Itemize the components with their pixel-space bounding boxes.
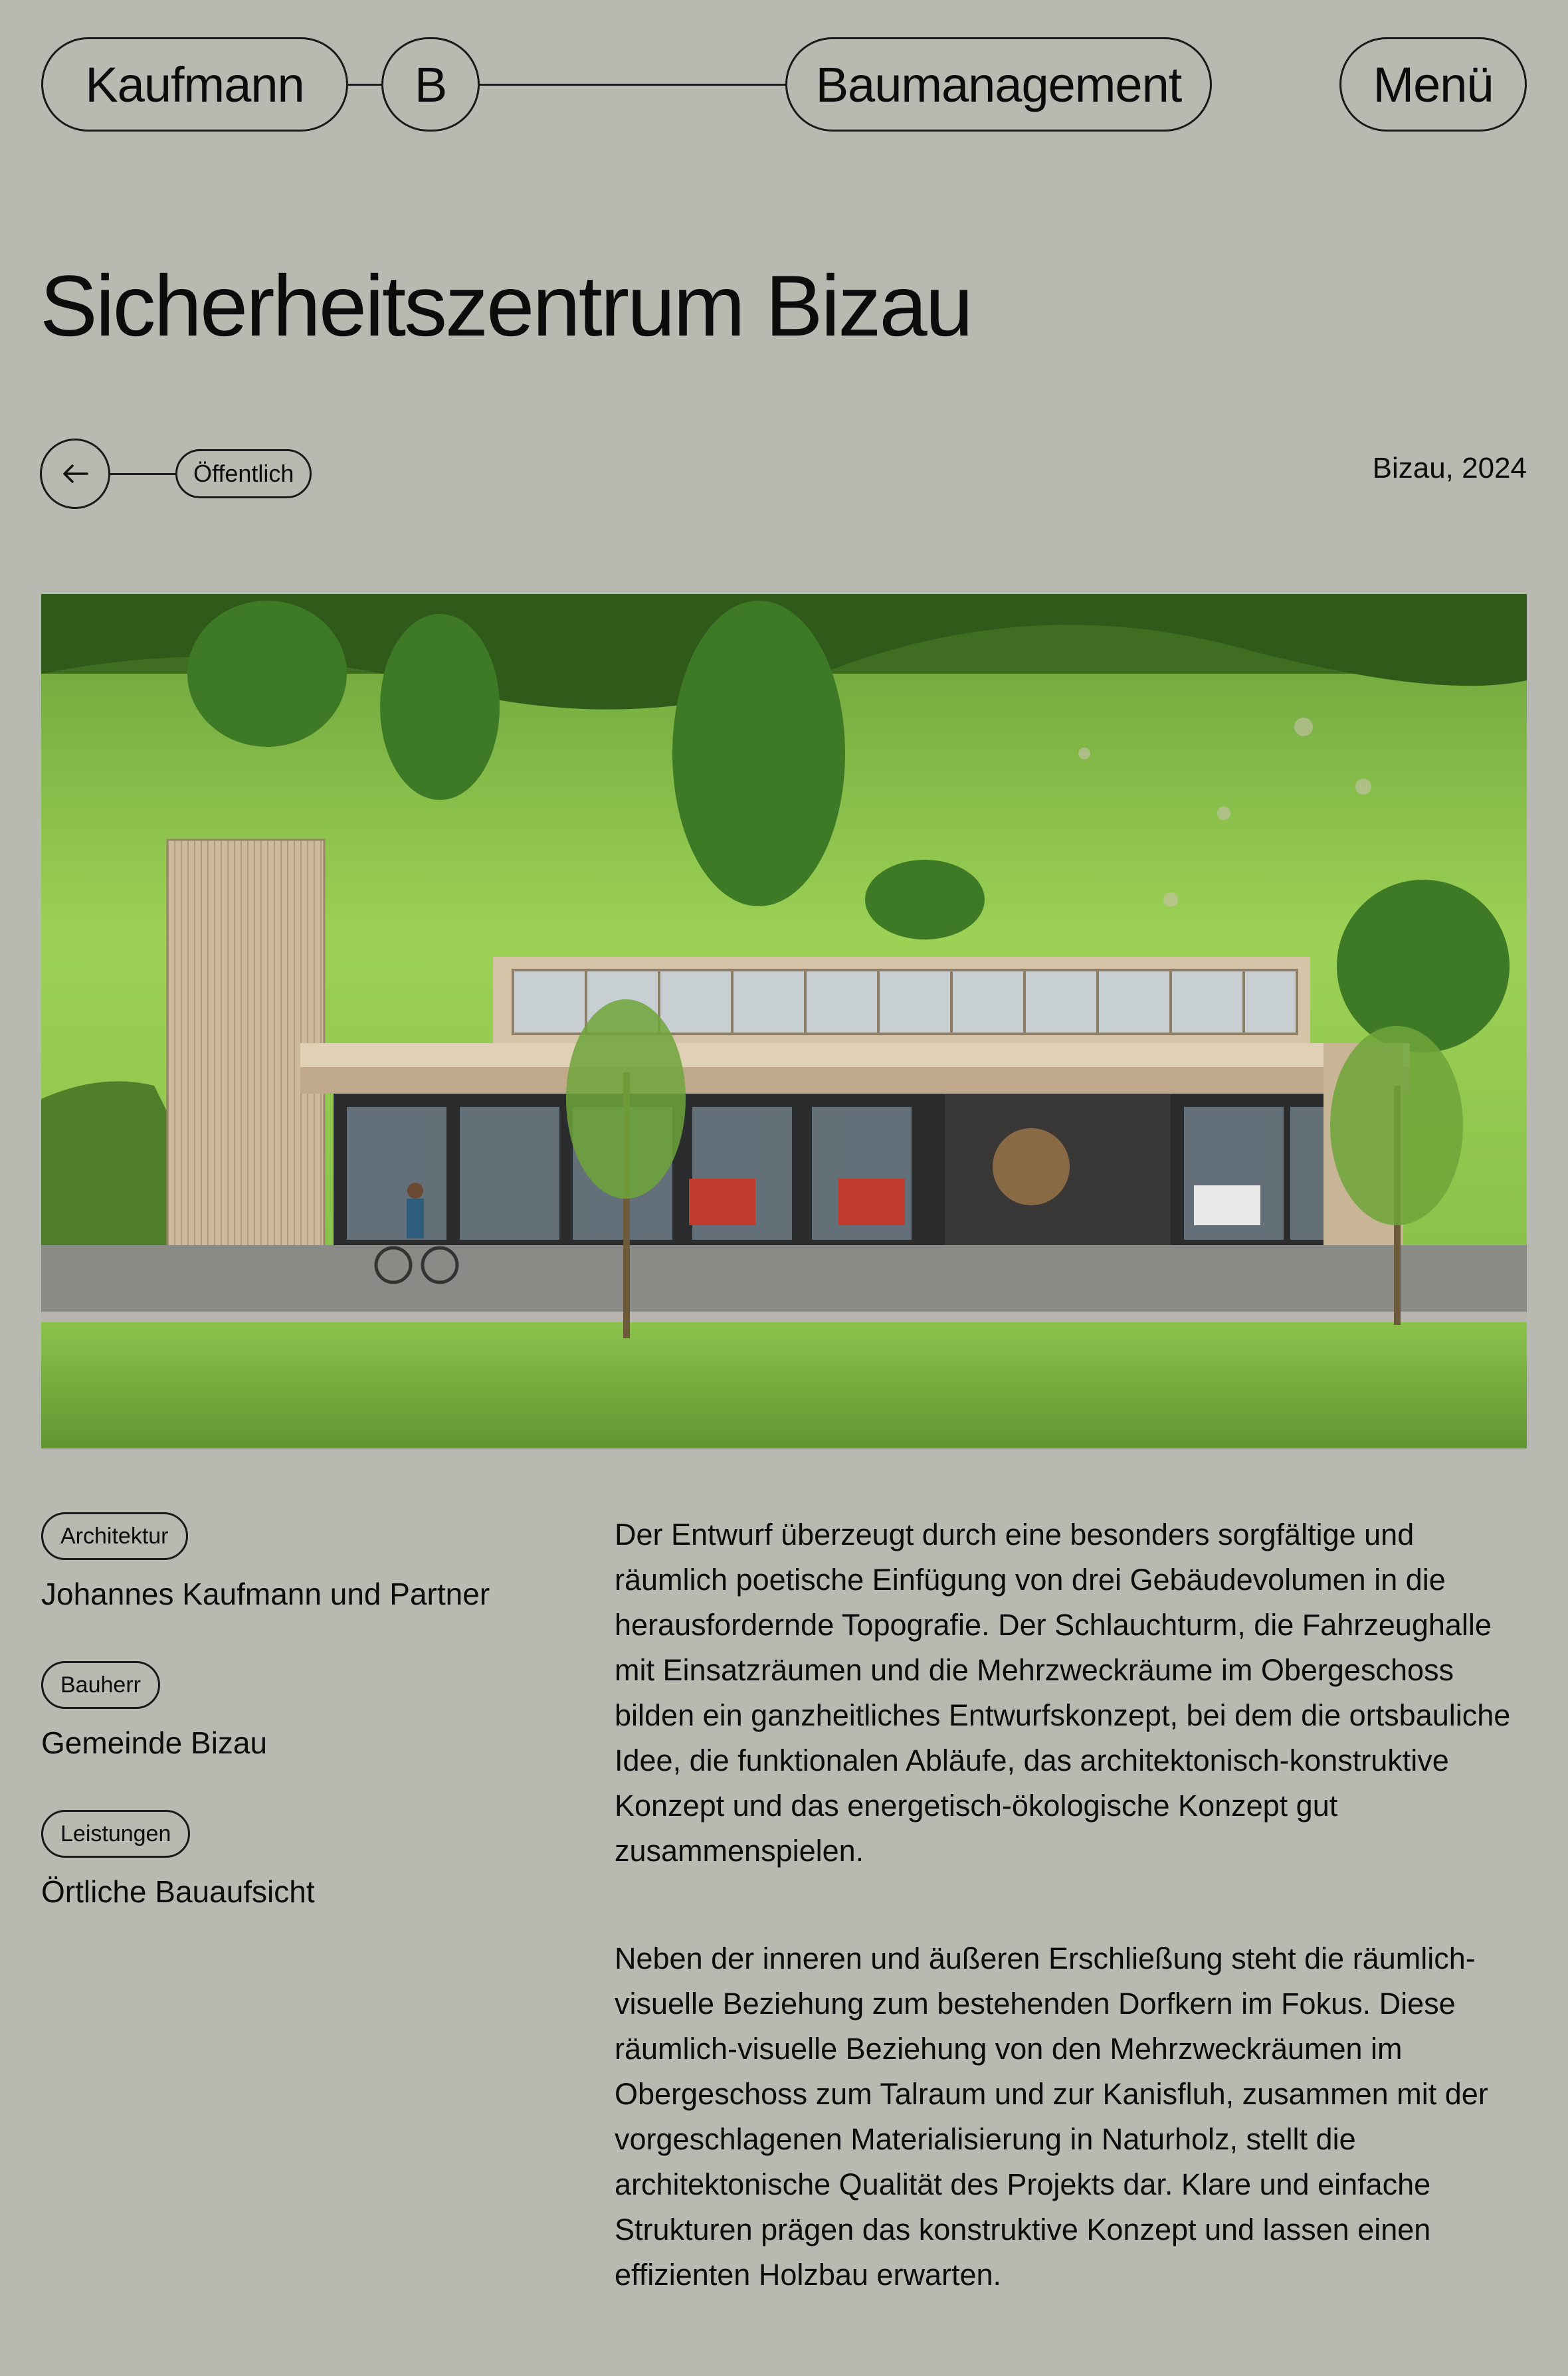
project-location-year: Bizau, 2024	[1372, 452, 1527, 484]
detail-value-architektur: Johannes Kaufmann und Partner	[41, 1577, 490, 1611]
header-connector-line	[348, 84, 381, 86]
menu-button[interactable]: Menü	[1339, 37, 1527, 132]
category-connector-line	[110, 473, 177, 475]
header-connector-line	[480, 84, 787, 86]
page-title: Sicherheitszentrum Bizau	[40, 257, 971, 354]
arrow-left-icon	[62, 464, 88, 484]
category-tag[interactable]: Öffentlich	[175, 449, 312, 498]
detail-value-leistungen: Örtliche Bauaufsicht	[41, 1874, 315, 1909]
description-paragraph: Der Entwurf überzeugt durch eine besonders sorgfältige und räumlich poetische Einfügung von drei Gebäudevolumen in die herausfordernde Topografie. Der Schlauchturm, die Fahrzeughalle mit Einsatzräumen und die Mehrzweckräume im Obergeschoss bilden ein ganzheitliches Entwurfskonzept, bei dem die ortsbauliche Idee, die funktionalen Abläufe, das architektonisch-konstruktive Konzept und das energetisch-ökologische Konzept gut zusammenspielen.	[615, 1518, 1511, 1868]
hero-image	[41, 594, 1527, 1448]
detail-label-leistungen: Leistungen	[41, 1810, 190, 1858]
detail-label-bauherr: Bauherr	[41, 1661, 160, 1709]
back-button[interactable]	[40, 439, 110, 509]
detail-value-bauherr: Gemeinde Bizau	[41, 1726, 268, 1760]
brand-kaufmann-link[interactable]: Kaufmann	[41, 37, 348, 132]
brand-mark-b[interactable]: B	[381, 37, 480, 132]
detail-label-architektur: Architektur	[41, 1512, 188, 1560]
description-paragraph: Neben der inneren und äußeren Erschließung steht die räumlich-visuelle Beziehung zum bestehenden Dorfkern im Fokus. Diese räumlich-visuelle Beziehung von den Mehrzweckräumen im Obergeschoss zum Talraum und zur Kanisfluh, zusammen mit der vorgeschlagenen Materialisierung in Naturholz, stellt die architektonische Qualität des Projekts dar. Klare und einfache Strukturen prägen das konstruktive Konzept und lassen einen effizienten Holzbau erwarten.	[615, 1941, 1488, 2292]
brand-baumanagement-link[interactable]: Baumanagement	[785, 37, 1212, 132]
